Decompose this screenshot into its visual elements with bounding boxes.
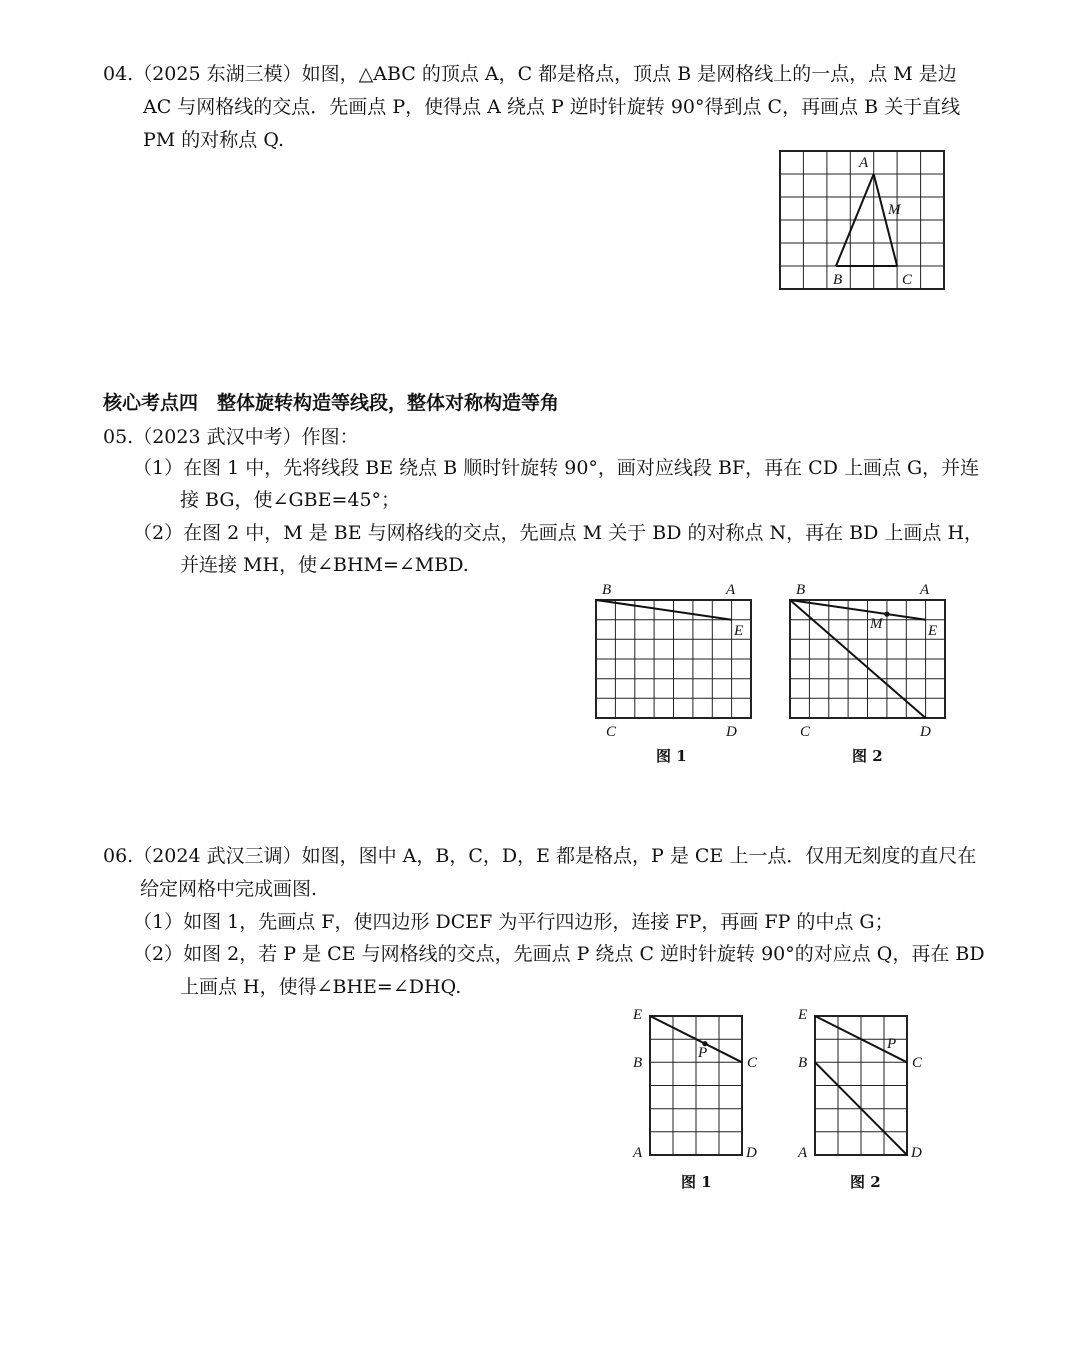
q5-line-2: （1）在图 1 中，先将线段 BE 绕点 B 顺时针旋转 90°，画对应线段 BF，再在 CD 上画点 G，并连 [133, 457, 980, 479]
point-m [884, 612, 889, 617]
section-title: 核心考点四 整体旋转构造等线段，整体对称构造等角 [103, 392, 560, 414]
label-b: B [602, 582, 612, 598]
label-a: A [726, 582, 736, 598]
q6-caption-2: 图 2 [850, 1173, 881, 1191]
label-p: P [887, 1036, 897, 1052]
label-a: A [633, 1145, 643, 1161]
q6-figure-2 [795, 1005, 930, 1165]
q6-line-1: 06.（2024 武汉三调）如图，图中 A，B，C，D，E 都是格点，P 是 CE 上一点．仅用无刻度的直尺在 [103, 845, 977, 867]
label-e: E [734, 623, 744, 639]
q6-caption-1: 图 1 [681, 1173, 712, 1191]
q6-figure-1 [630, 1005, 765, 1165]
q5-line-5: 并连接 MH，使∠BHM=∠MBD. [180, 554, 469, 576]
label-d: D [911, 1145, 922, 1161]
label-c: C [747, 1055, 758, 1071]
label-m: M [870, 616, 883, 632]
q4-figure [770, 145, 955, 300]
q5-figure-2 [780, 578, 960, 743]
q4-line-3: PM 的对称点 Q. [143, 129, 284, 151]
label-b: B [833, 272, 843, 288]
q6-line-3: （1）如图 1，先画点 F，使四边形 DCEF 为平行四边形，连接 FP，再画 FP 的中点 G； [133, 911, 894, 933]
q6-line-2: 给定网格中完成画图. [140, 878, 318, 900]
q5-caption-1: 图 1 [656, 747, 687, 765]
q4-line-1: 04.（2025 东湖三模）如图，△ABC 的顶点 A，C 都是格点，顶点 B 是网格线上的一点，点 M 是边 [103, 63, 957, 85]
label-c: C [912, 1055, 923, 1071]
q4-line-2: AC 与网格线的交点．先画点 P，使得点 A 绕点 P 逆时针旋转 90°得到点 C，再画点 B 关于直线 [143, 96, 961, 118]
label-a: A [920, 582, 930, 598]
label-a: A [859, 155, 869, 171]
q5-fig1-grid [596, 600, 751, 718]
q5-line-4: （2）在图 2 中，M 是 BE 与网格线的交点，先画点 M 关于 BD 的对称点 N，再在 BD 上画点 H， [133, 522, 984, 544]
label-d: D [920, 724, 931, 740]
label-c: C [606, 724, 617, 740]
label-d: D [726, 724, 737, 740]
label-p: P [698, 1045, 708, 1061]
q6-fig1-grid [650, 1016, 742, 1155]
label-e: E [798, 1007, 808, 1023]
q6-line-5: 上画点 H，使得∠BHE=∠DHQ. [180, 976, 462, 998]
q5-caption-2: 图 2 [852, 747, 883, 765]
label-d: D [746, 1145, 757, 1161]
label-m: M [888, 202, 901, 218]
label-b: B [633, 1055, 643, 1071]
label-b: B [796, 582, 806, 598]
label-e: E [928, 623, 938, 639]
label-a: A [798, 1145, 808, 1161]
q5-line-3: 接 BG，使∠GBE=45°； [180, 489, 401, 511]
q5-line-1: 05.（2023 武汉中考）作图： [103, 426, 359, 448]
segment-be [596, 600, 732, 620]
label-b: B [798, 1055, 808, 1071]
q5-figure-1 [586, 578, 766, 743]
q4-grid [780, 151, 944, 289]
label-e: E [633, 1007, 643, 1023]
label-c: C [800, 724, 811, 740]
q6-line-4: （2）如图 2，若 P 是 CE 与网格线的交点，先画点 P 绕点 C 逆时针旋转 90°的对应点 Q，再在 BD [133, 943, 985, 965]
label-c: C [902, 272, 913, 288]
q5-fig2-grid [790, 600, 945, 718]
